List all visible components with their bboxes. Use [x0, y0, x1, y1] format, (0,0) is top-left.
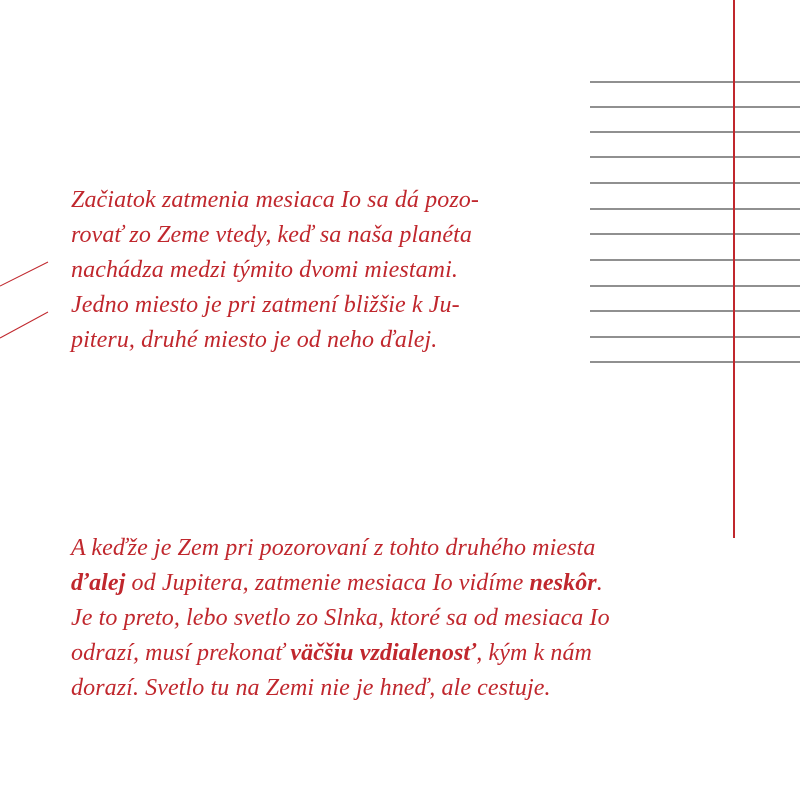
emphasis-farther: ďalej — [71, 570, 126, 596]
text-line: Jedno miesto je pri zatmení bližšie k Ju- — [71, 292, 460, 318]
diagonal-pointer-line-upper — [0, 262, 48, 286]
text-line — [71, 566, 610, 601]
text-run: odrazí, musí prekonať — [71, 640, 291, 666]
ruled-lines — [590, 82, 800, 362]
text-line: Začiatok zatmenia mesiaca Io sa dá pozo- — [71, 187, 479, 213]
text-run: , kým k nám — [476, 640, 592, 666]
text-line — [71, 636, 610, 671]
text-line: dorazí. Svetlo tu na Zemi nie je hneď, ale cestuje. — [71, 675, 551, 701]
text-line: A keďže je Zem pri pozorovaní z tohto druhého miesta — [71, 535, 596, 561]
emphasis-later: neskôr — [529, 570, 597, 596]
text-run: od Jupitera, zatmenie mesiaca Io vidíme — [125, 570, 530, 596]
emphasis-greater-distance: väčšiu vzdialenosť — [290, 640, 477, 666]
text-line: rovať zo Zeme vtedy, keď sa naša planéta — [71, 222, 473, 248]
text-line: nachádza medzi týmito dvomi miestami. — [71, 257, 458, 283]
text-line: piteru, druhé miesto je od neho ďalej. — [71, 327, 438, 353]
text-run: . — [596, 570, 603, 596]
diagonal-pointer-line-lower — [0, 312, 48, 338]
paragraph-eclipse-start — [71, 183, 479, 358]
paragraph-light-travel — [71, 531, 610, 706]
text-line: Je to preto, lebo svetlo zo Slnka, ktoré sa od mesiaca Io — [71, 605, 610, 631]
